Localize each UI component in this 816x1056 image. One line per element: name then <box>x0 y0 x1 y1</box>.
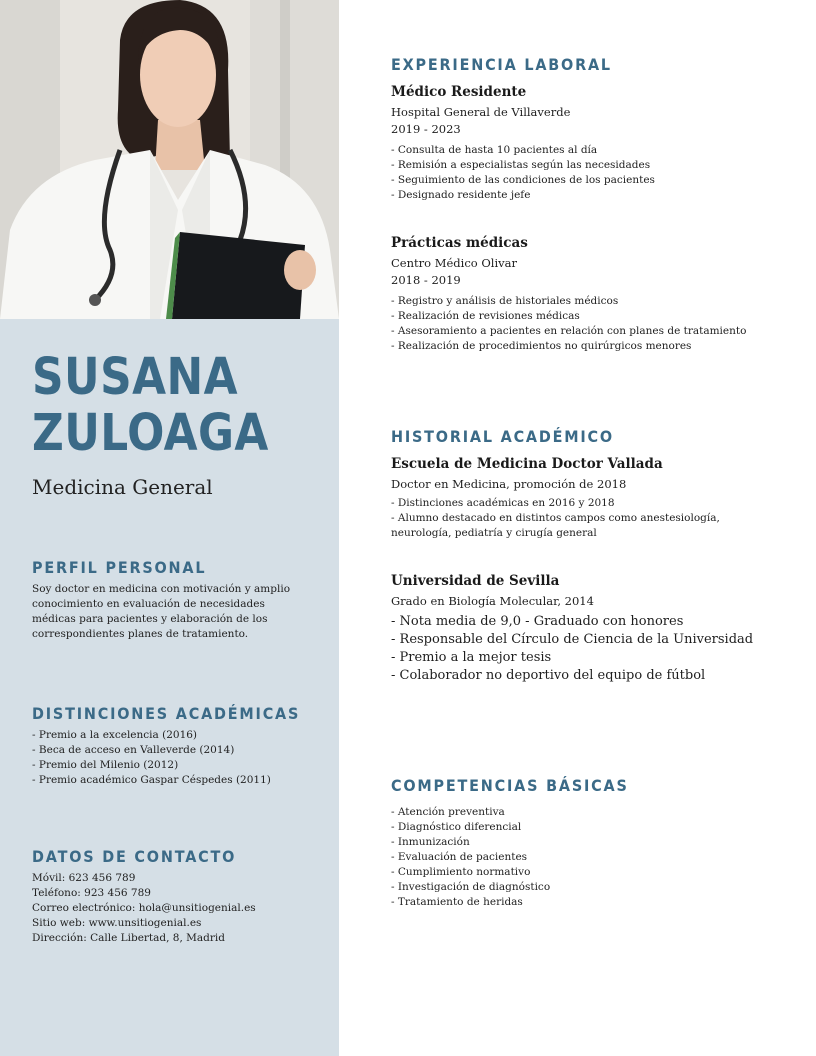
contacto-title: DATOS DE CONTACTO <box>32 847 237 866</box>
list-item: - Seguimiento de las condiciones de los pacientes <box>391 174 655 186</box>
list-item: - Premio a la mejor tesis <box>391 650 552 665</box>
list-item: - Asesoramiento a pacientes en relación con planes de tratamiento <box>391 325 747 337</box>
perfil-line: conocimiento en evaluación de necesidades <box>32 598 265 610</box>
job-org: Centro Médico Olivar <box>391 256 517 270</box>
perfil-line: Soy doctor en medicina con motivación y amplio <box>32 583 291 595</box>
first-name: SUSANA <box>32 348 238 407</box>
list-item: - Distinciones académicas en 2016 y 2018 <box>391 497 615 509</box>
school-bullets <box>391 613 753 685</box>
distinciones-title: DISTINCIONES ACADÉMICAS <box>32 704 301 723</box>
list-item: - Colaborador no deportivo del equipo de fútbol <box>391 668 706 683</box>
list-item: - Investigación de diagnóstico <box>391 881 551 893</box>
list-item: - Atención preventiva <box>391 806 505 818</box>
list-item: - Premio a la excelencia (2016) <box>32 729 198 741</box>
contact-website: Sitio web: www.unsitiogenial.es <box>32 917 202 929</box>
list-item: - Realización de revisiones médicas <box>391 310 580 322</box>
job-bullets <box>391 294 746 354</box>
school-name: Escuela de Medicina Doctor Vallada <box>391 456 663 472</box>
list-item: - Diagnóstico diferencial <box>391 821 522 833</box>
job-dates: 2019 - 2023 <box>391 122 461 136</box>
list-item: - Designado residente jefe <box>391 189 531 201</box>
contact-phone: Teléfono: 923 456 789 <box>32 887 151 899</box>
list-item: neurología, pediatría y cirugía general <box>391 527 597 539</box>
distinciones-list <box>32 728 271 788</box>
contact-phone-mobile: Móvil: 623 456 789 <box>32 872 136 884</box>
experiencia-title: EXPERIENCIA LABORAL <box>391 55 612 74</box>
contact-email: Correo electrónico: hola@unsitiogenial.es <box>32 902 256 914</box>
job-entry <box>391 235 746 354</box>
list-item: - Cumplimiento normativo <box>391 866 531 878</box>
list-item: - Beca de acceso en Valleverde (2014) <box>32 744 235 756</box>
perfil-text <box>32 582 290 642</box>
school-degree: Grado en Biología Molecular, 2014 <box>391 594 594 608</box>
list-item: - Alumno destacado en distintos campos como anestesiología, <box>391 512 720 524</box>
list-item: - Nota media de 9,0 - Graduado con honores <box>391 614 684 629</box>
list-item: - Evaluación de pacientes <box>391 851 528 863</box>
school-name: Universidad de Sevilla <box>391 573 560 589</box>
list-item: - Consulta de hasta 10 pacientes al día <box>391 144 598 156</box>
list-item: - Premio académico Gaspar Céspedes (2011) <box>32 774 271 786</box>
job-title: Prácticas médicas <box>391 235 528 251</box>
perfil-title: PERFIL PERSONAL <box>32 558 207 577</box>
list-item: - Registro y análisis de historiales médicos <box>391 295 619 307</box>
list-item: - Responsable del Círculo de Ciencia de la Universidad <box>391 632 754 647</box>
full-name <box>32 350 269 462</box>
school-bullets <box>391 496 720 541</box>
perfil-line: médicas para pacientes y elaboración de los <box>32 613 268 625</box>
school-entry <box>391 456 720 541</box>
school-degree: Doctor en Medicina, promoción de 2018 <box>391 477 627 491</box>
list-item: - Remisión a especialistas según las necesidades <box>391 159 651 171</box>
historial-title: HISTORIAL ACADÉMICO <box>391 427 614 446</box>
competencias-list <box>391 805 550 910</box>
job-org: Hospital General de Villaverde <box>391 105 571 119</box>
list-item: - Realización de procedimientos no quirúrgicos menores <box>391 340 692 352</box>
profile-photo <box>0 0 339 319</box>
job-bullets <box>391 143 655 203</box>
competencias-title: COMPETENCIAS BÁSICAS <box>391 776 629 795</box>
list-item: - Tratamiento de heridas <box>391 896 523 908</box>
job-title: Médico Residente <box>391 84 527 100</box>
last-name: ZULOAGA <box>32 404 269 463</box>
job-entry <box>391 84 655 203</box>
school-entry <box>391 573 753 685</box>
job-dates: 2018 - 2019 <box>391 273 461 287</box>
contacto-list <box>32 871 256 946</box>
job-role: Medicina General <box>32 475 213 499</box>
contact-address: Dirección: Calle Libertad, 8, Madrid <box>32 932 225 944</box>
list-item: - Inmunización <box>391 836 470 848</box>
perfil-line: correspondientes planes de tratamiento. <box>32 628 249 640</box>
list-item: - Premio del Milenio (2012) <box>32 759 179 771</box>
